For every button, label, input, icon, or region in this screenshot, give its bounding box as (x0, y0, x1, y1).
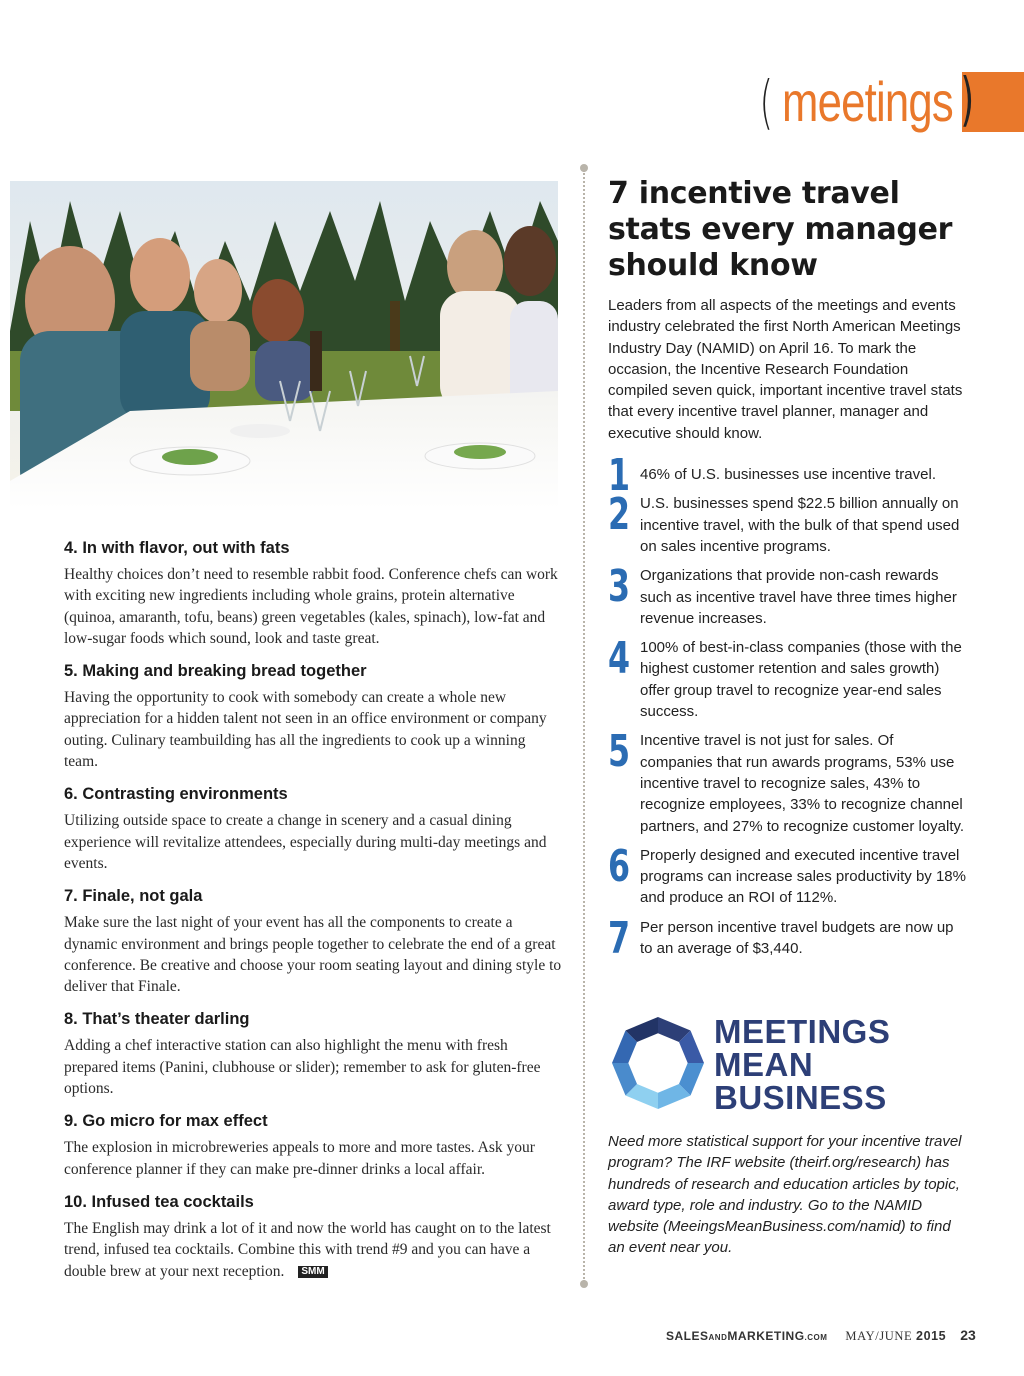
stat-text: Organizations that provide non-cash rewards such as incentive travel have three times higher revenue increases. (640, 567, 957, 627)
stat-text: Incentive travel is not just for sales. Of companies that run awards programs, 53% use incentive travel to recognize sales, 43% to recognize employees, 33% to recognize channel partners, and 27% to recognize customer loyalty. (640, 732, 965, 835)
tip-title: 5. Making and breaking bread together (64, 662, 367, 681)
page-footer (666, 1327, 976, 1344)
stat-item (608, 450, 968, 502)
section-header (755, 65, 1024, 136)
stat-number: 3 (608, 561, 631, 613)
bracket-right: ) (960, 65, 975, 133)
end-mark: SMM (298, 1266, 327, 1278)
tip-8 (64, 1009, 562, 1099)
column-divider (583, 170, 585, 1282)
logo-line: MEETINGS (714, 1013, 891, 1050)
page-number: 23 (960, 1327, 976, 1343)
logo-line: BUSINESS (714, 1079, 887, 1116)
article-intro: Leaders from all aspects of the meetings and events industry celebrated the first North American Meetings Industry Day (NAMID) on April 16. To mark the occasion, the Incentive Research Foundation compiled seven quick, important incentive travel stats that every incentive travel planner, manager and executive should know. (608, 297, 963, 442)
stat-number: 4 (608, 633, 631, 685)
stat-number: 5 (608, 726, 631, 778)
tip-body: Healthy choices don’t need to resemble rabbit food. Conference chefs can work with exciting new ingredients including whole grains, protein alternative (quinoa, amaranth, tofu, beans) green vegetables (kales, spinach), low-fat and low-sugar foods which sound, look and taste great. (64, 566, 558, 647)
stat-text: Per person incentive travel budgets are now up to an average of $3,440. (640, 918, 954, 958)
stat-item (608, 561, 968, 629)
divider-dot-top (580, 164, 588, 172)
tip-title: 8. That’s theater darling (64, 1010, 250, 1029)
tip-body-text: The English may drink a lot of it and now the world has caught on to the latest trend, infused tea cocktails. Combine this with trend #9 and you can have a double brew at your next reception. (64, 1219, 551, 1280)
stat-item (608, 726, 968, 836)
stat-item (608, 840, 968, 909)
tip-title: 7. Finale, not gala (64, 887, 203, 906)
stat-text: Properly designed and executed incentive travel programs can increase sales productivity by 18% and produce an ROI of 112%. (640, 846, 966, 907)
site-part: .COM (804, 1333, 828, 1342)
stat-item (608, 633, 968, 722)
tip-6 (64, 784, 562, 874)
tip-body: The explosion in microbreweries appeals to more and more tastes. Ask your conference planner if they can make pre-dinner drinks a local affair. (64, 1139, 535, 1178)
stat-text: U.S. businesses spend $22.5 billion annually on incentive travel, with the bulk of that spend used on sales incentive programs. (640, 495, 960, 555)
logo-wordmark (714, 1015, 890, 1114)
logo-line: MEAN (714, 1046, 814, 1083)
octagon-ring-icon (610, 1015, 706, 1111)
section-accent-block (960, 65, 1024, 133)
footer-issue (845, 1329, 946, 1344)
stat-text: 100% of best-in-class companies (those with the highest customer retention and sales growth) offer group travel to recognize year-end sales success. (640, 639, 962, 721)
stat-text: 46% of U.S. businesses use incentive travel. (640, 466, 936, 484)
article-headline: 7 incentive travel stats every manager should know (608, 176, 953, 283)
stat-item (608, 912, 968, 964)
divider-dot-bottom (580, 1280, 588, 1288)
tip-10 (64, 1192, 562, 1282)
stats-column (608, 176, 968, 967)
issue-year: 2015 (916, 1329, 947, 1343)
tip-4 (64, 538, 562, 649)
tip-body (64, 1218, 562, 1282)
tip-body: Make sure the last night of your event has all the components to create a dynamic environment and brings people together to celebrate the end of a great conference. Be creative and choose your room seating layout and dining style to deliver that Finale. (64, 914, 562, 996)
tip-title: 6. Contrasting environments (64, 785, 288, 804)
tip-5 (64, 661, 562, 772)
section-label: meetings (782, 70, 954, 133)
tips-column (64, 538, 562, 1294)
tip-title: 4. In with flavor, out with fats (64, 539, 290, 557)
site-part: MARKETING (727, 1329, 805, 1343)
tip-body: Having the opportunity to cook with somebody can create a whole new appreciation for a hidden talent not seen in an office environment or company outing. Culinary teambuilding has all the ingredients to cook up a winning team. (64, 689, 547, 771)
tip-title: 9. Go micro for max effect (64, 1112, 268, 1131)
stat-number: 6 (608, 840, 631, 892)
tip-7 (64, 886, 562, 997)
tip-title: 10. Infused tea cocktails (64, 1192, 254, 1211)
tip-body: Adding a chef interactive station can also highlight the menu with fresh prepared items (Panini, clubhouse or slider); remember to ask for gluten-free options. (64, 1037, 541, 1098)
bracket-left: ( (759, 68, 774, 136)
stat-number: 1 (608, 450, 631, 502)
stat-number: 2 (608, 489, 631, 541)
outdoor-dining-photo (10, 181, 558, 509)
stat-item (608, 489, 968, 557)
stat-number: 7 (608, 912, 631, 964)
site-part: SALES (666, 1329, 709, 1343)
tip-body: Utilizing outside space to create a change in scenery and a casual dining experience will revitalize attendees, especially during multi-day meetings and events. (64, 812, 547, 872)
footer-site (666, 1329, 827, 1343)
meetings-mean-business-logo (610, 1015, 910, 1115)
issue-month: MAY/JUNE (845, 1329, 913, 1343)
site-part: AND (708, 1333, 728, 1342)
tip-9 (64, 1111, 562, 1180)
resource-note: Need more statistical support for your incentive travel program? The IRF website (theirf.org/research) has hundreds of research and education articles by topic, award type, role and industry. Go to the NAMID website (MeeingsMeanBusiness.com/namid) to find an event near you. (608, 1133, 962, 1257)
